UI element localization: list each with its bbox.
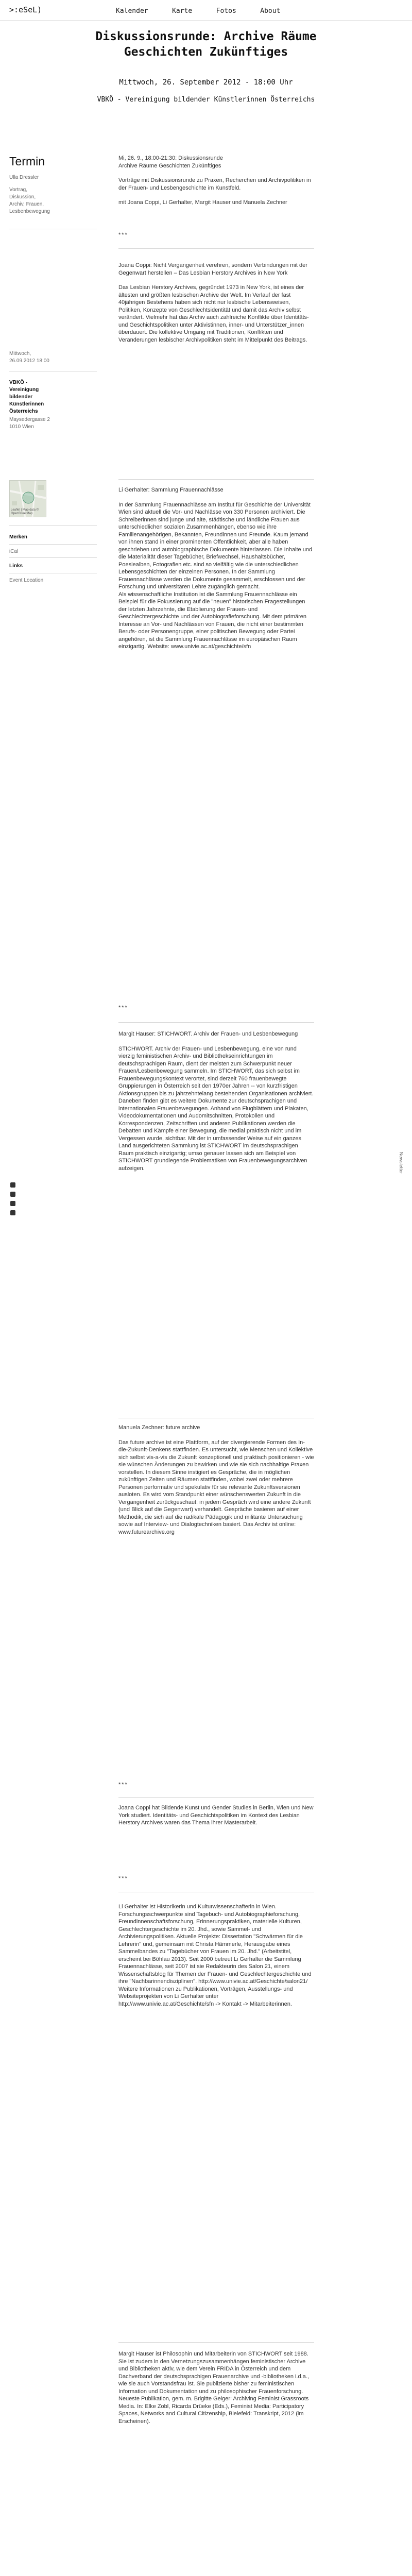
datetime-value: 26.09.2012 18:00	[9, 358, 49, 364]
intro-block	[118, 155, 314, 207]
map-credit: Leaflet | Map data © OpenStreetMap	[11, 509, 39, 515]
manuela-text: Das future archive ist eine Plattform, auf der divergierende Formen des In-die-Zukunft-Denkens stattfinden. Es untersucht, wie Menschen und Kollektive sich selbst vis-a-vis die Zukunft konzeptionell und praktisch positionieren - wie sie wünschen Änderungen zu bewirken und wie sie sich nachhaltige Praxen vorstellen. In diesem Sinne instigiert es Gespräche, die in möglichen zukünftigen Zeiten und Räumen stattfinden, wobei zwei oder mehrere Personen performativ und spekulativ für sie relevante Zukunftsversionen ausloten. Es wird vom Standpunkt einer wünschenswerten Zukunft in die Vergangenheit zurückgeschaut: in jedem Gespräch wird eine andere Zukunft (und Blick auf die Gegenwart) verhandelt. Gespräche basieren auf einer Methodik, die sich auf die radikale Pädagogik und militante Untersuchung sowie auf Interview- und Dialogtechniken basiert. Das Archiv ist online: www.futurearchive.org	[118, 1439, 314, 1535]
intro-heading: Mi, 26. 9., 18:00-21:30: Diskussionsrunde	[118, 155, 224, 161]
merken-section	[9, 534, 107, 541]
separator: ***	[118, 1005, 128, 1011]
margit-block	[118, 1030, 314, 1172]
event-title	[0, 29, 412, 60]
sidebar-divider	[9, 544, 97, 545]
nav-kalender[interactable]: Kalender	[116, 7, 148, 15]
sidebar-datetime	[9, 350, 107, 365]
sidebar-venue	[9, 379, 107, 431]
li-text2: Als wissenschaftliche Institution ist die Sammlung Frauennachlässe ein Beispiel für die Fokussierung auf die "neuen" historischen Fragestellungen der letzten Jahrzehnte, die Etablierung der Frauen- und Geschlechtergeschichte und der Autobiografieforschung. Mit dem primären Interesse an Vor- und Nachlässen von Frauen, die nicht einer bestimmten Berufs- oder Personengruppe, einer politischen Bewegung oder Partei angehören, ist die Sammlung Frauennachlässe im europäischen Raum einzigartig. Website: www.univie.ac.at/geschichte/sfn	[118, 591, 307, 650]
twitter-icon[interactable]	[10, 1192, 15, 1197]
category-item[interactable]: Vortrag,	[9, 187, 28, 193]
separator: ***	[118, 1875, 128, 1882]
event-title-line2: Geschichten Zukünftiges	[124, 45, 288, 59]
sidebar-heading	[9, 155, 107, 168]
nav-fotos[interactable]: Fotos	[216, 7, 236, 15]
venue-name[interactable]: bildender	[9, 394, 33, 400]
bio-joana-text: Joana Coppi hat Bildende Kunst und Gender Studies in Berlin, Wien und New York studiert. Identitäts- und Geschichtspolitiken im Kontext des Lesbian Herstory Archives waren das Thema ihrer Masterarbeit.	[118, 1805, 314, 1826]
divider	[118, 2342, 314, 2343]
margit-text: STICHWORT. Archiv der Frauen- und Lesbenbewegung, eine von rund vierzig feministischen Archiv- und Bibliothekseinrichtungen im deutschsprachigen Raum, dient der meisten zum Schwerpunkt neuer Frauen/Lesbenbewegung sammeln. Im STICHWORT, das sich selbst im Frauenbewegungskontext verortet, sind derzeit 760 frauenbewegte Gruppierungen in Österreich seit den 1970er Jahren -- von kurzfristigen Aktionsgruppen bis zu jahrzehntelang bestehenden Organisationen archiviert. Daneben finden gibt es weitere Dokumente zur deutschsprachigen und internationalen Frauenbewegungen. Anhand von Flugblättern und Plakaten, Videodokumentationen und Audomitschnitten, Protokollen und Korrespondenzen, Zeitschriften und anderen Publikationen werden die Debatten und Kämpfe einer Bewegung, die medial praktisch nicht und im Vergessen wurde, sichtbar. Mit der in umfassender Weise auf ein ganzes Land ausgerichteten Sammlung ist STICHWORT im deutschsprachigen Raum praktisch einzigartig; umso genauer lassen sich am Beispiel von STICHWORT grundlegende Problematiken von Frauenbewegungsarchiven aufzeigen.	[118, 1045, 314, 1172]
sidebar-divider	[9, 557, 97, 558]
bio-margit-text: Margit Hauser ist Philosophin und Mitarbeiterin von STICHWORT seit 1988. Sie ist zudem in den Vernetzungszusammenhängen feministischer Archive und Bibliotheken aktiv, wie dem Verein FRIDA in Österreich und dem Dachverband der deutschsprachigen Frauenarchive und -bibliotheken i.d.a., wie sie auch Vorstandsfrau ist. Sie publizierte bisher zu feministischen Information und Dokumentation und zu philosophischer Frauenforschung. Neueste Publikation, gem. m. Brigitte Geiger: Archiving Feminist Grassroots Media. In: Elke Zobl, Ricarda Drüeke (Eds.), Feminist Media: Participatory Spaces, Networks and Cultural Citizenship, Bielefeld: Transkript, 2012 (im Erscheinen).	[118, 2351, 309, 2425]
divider	[118, 1797, 314, 1798]
merken-label: Merken	[9, 534, 28, 540]
event-location-section	[9, 577, 107, 584]
intro-text: Vorträge mit Diskussionsrunde zu Praxen, Recherchen und Archivpolitiken in der Frauen- und Lesbengeschichte im Kunstfeld.	[118, 177, 311, 191]
bio-li-text: Li Gerhalter ist Historikerin und Kulturwissenschafterin in Wien. Forschungsschwerpunkte sind Tagebuch- und Autobiographieforschung, Freundinnenschaftsforschung, Erinnerungspraktiken, materielle Kulturen, Geschlechtergeschichte im 20. Jhd., sowie Sammel- und Archivierungspolitiken. Aktuelle Projekte: Dissertation "Schwärmen für die Lehrerin" und, gemeinsam mit Christa Hämmerle, Herausgabe eines Sammelbandes zu "Tagebücher von Frauen im 20. Jhd." (Arbeitstitel, erscheint bei Böhlau 2013). Seit 2000 betreut Li Gerhalter die Sammlung Frauennachlässe, seit 2007 ist sie Redakteurin des Salon 21, einem Wissenschaftsblog für Themen der Frauen- und Geschlechtergeschichte und ihre "Nachbarinnendisziplinen". http://www.univie.ac.at/Geschichte/salon21/ Weitere Informationen zu Publikationen, Vorträgen, Ausstellungs- und Websiteprojekten von Li Gerhalter unter http://www.univie.ac.at/Geschichte/sfn -> Kontakt -> Mitarbeiterinnen.	[118, 1904, 312, 2007]
print-icon[interactable]	[10, 1210, 15, 1215]
margit-heading: Margit Hauser: STICHWORT. Archiv der Frauen- und Lesbenbewegung	[118, 1031, 298, 1037]
category-item[interactable]: Diskussion,	[9, 194, 36, 200]
separator: ***	[118, 1782, 128, 1788]
mail-icon[interactable]	[10, 1201, 15, 1206]
separator: ***	[118, 232, 128, 238]
li-block	[118, 486, 314, 651]
facebook-icon[interactable]	[10, 1182, 15, 1188]
joana-block	[118, 262, 314, 344]
top-navbar	[0, 0, 412, 21]
divider	[118, 248, 314, 249]
termin-heading: Termin	[9, 155, 45, 168]
bio-joana-block	[118, 1804, 314, 1827]
venue-name[interactable]: Künstlerinnen	[9, 401, 44, 407]
intro-heading2: Archive Räume Geschichten Zukünftiges	[118, 162, 221, 169]
ical-section	[9, 548, 107, 555]
venue-map[interactable]	[9, 480, 46, 517]
sidebar-author	[9, 174, 107, 181]
nav-about[interactable]: About	[260, 7, 281, 15]
venue-name[interactable]: VBKÖ -	[9, 380, 27, 385]
datetime-day: Mittwoch,	[9, 351, 31, 357]
li-text: In der Sammlung Frauennachlässe am Institut für Geschichte der Universität Wien sind aktuell die Vor- und Nachlässe von 330 Personen archiviert. Die Schreiberinnen sind junge und alte, städtische und ländliche Frauen aus unterschiedlichen sozialen Zusammenhängen, ebenso wie ihre Familienangehörigen, Bekannten, Freundinnen und Freunde. Kaum jemand von ihnen stand in einer prominenten Öffentlichkeit, aber alle haben geschrieben und autobiographische Dokumente hinterlassen. Die Inhalte und die Materialität dieser Tagebücher, Briefwechsel, Haushaltsbücher, Poesiealben, Fotografien etc. sind so vielfältig wie die unterschiedlichen Lebensgeschichten der einzelnen Personen. In der Sammlung Frauennachlässe werden die Dokumente gesammelt, erschlossen und der Forschung und universitären Lehre zugänglich gemacht.	[118, 501, 313, 590]
li-heading: Li Gerhalter: Sammlung Frauennachlässe	[118, 487, 224, 493]
event-organizer[interactable]: VBKÖ - Vereinigung bildender Künstlerinnen Österreichs	[97, 96, 315, 104]
sidebar-categories	[9, 187, 107, 215]
main-nav	[116, 6, 302, 15]
bio-margit-block	[118, 2350, 314, 2425]
category-item[interactable]: Archiv, Frauen,	[9, 201, 44, 207]
participants-text: mit Joana Coppi, Li Gerhalter, Margit Hauser und Manuela Zechner	[118, 199, 287, 206]
category-item[interactable]: Lesbenbewegung	[9, 209, 50, 214]
joana-heading: Joana Coppi: Nicht Vergangenheit verehren, sondern Verbindungen mit der Gegenwart herstellen – Das Lesbian Herstory Archives in New York	[118, 262, 307, 276]
links-section	[9, 563, 107, 570]
venue-name[interactable]: Vereinigung	[9, 387, 39, 393]
divider	[118, 479, 314, 480]
manuela-heading: Manuela Zechner: future archive	[118, 1425, 200, 1431]
ical-link[interactable]: iCal	[9, 549, 19, 554]
event-date: Mittwoch, 26. September 2012 - 18:00 Uhr	[119, 78, 293, 87]
venue-city: 1010 Wien	[9, 424, 34, 430]
joana-text: Das Lesbian Herstory Archives, gegründet 1973 in New York, ist eines der ältesten und größten lesbischen Archive der Welt. Im Verlauf der fast 40jährigen Bestehens haben sich nicht nur lesbische Lebensweisen, Politiken, Konzepte von Geschlechtsidentität und damit das Archiv selbst verändert. Vielmehr hat das Archiv auch zahlreiche Konflikte über Identitäts- und Geschichtspolitiken unter Aktivistinnen, inner- und Unterstützer_innen überdauert. Die kollektive Umgang mit Traditionen, Konflikten und Veränderungen lesbischer Archivpolitiken steht im Mittelpunkt des Beitrags.	[118, 284, 309, 343]
social-icons	[10, 1182, 18, 1219]
manuela-block	[118, 1424, 314, 1536]
venue-street: Maysedergasse 2	[9, 417, 50, 422]
nav-karte[interactable]: Karte	[172, 7, 193, 15]
newsletter-tab[interactable]: Newsletter	[399, 1152, 404, 1174]
divider	[118, 1022, 314, 1023]
venue-name[interactable]: Österreichs	[9, 409, 38, 414]
links-label: Links	[9, 563, 23, 569]
site-logo[interactable]: >:eSeL)	[9, 5, 42, 14]
author-name[interactable]: Ulla Dressler	[9, 175, 39, 180]
event-title-line1: Diskussionsrunde: Archive Räume	[95, 30, 317, 43]
event-link[interactable]: Event Location	[9, 578, 44, 583]
bio-li-block	[118, 1903, 314, 2008]
